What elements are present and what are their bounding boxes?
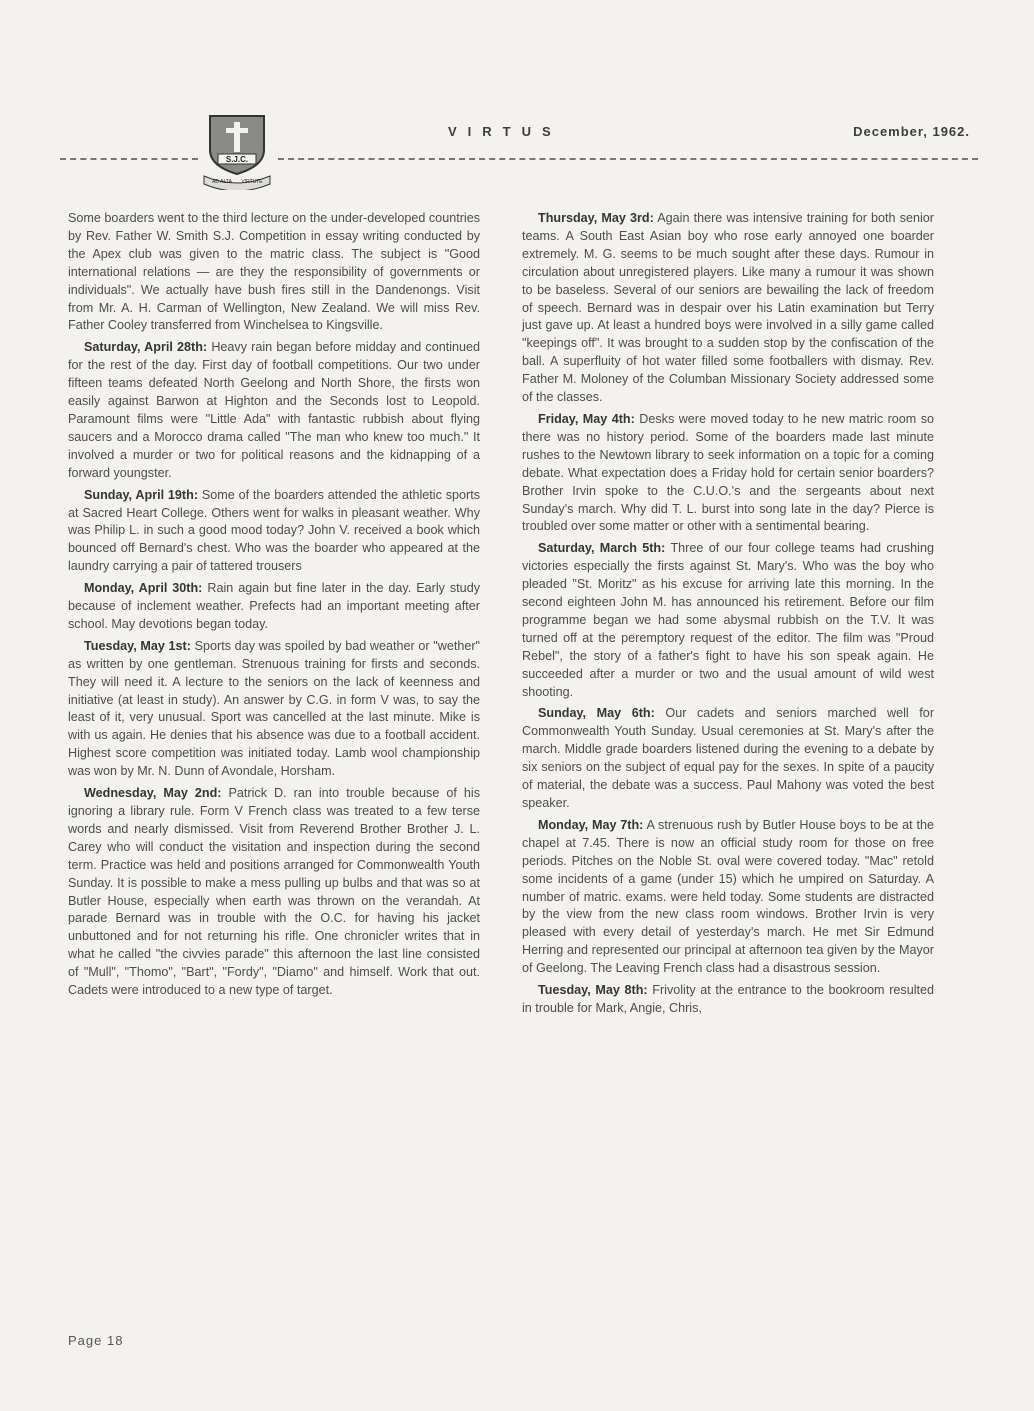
header-rule-right: [278, 158, 978, 162]
entry-heading: Thursday, May 3rd:: [538, 211, 654, 225]
entry-text: Some boarders went to the third lecture on the under-developed countries by Rev. Father W. Smith S.J. Competition in essay writing conducted by the Apex club was given to the matric class. The subject is "Good international relations — are they the responsibility of governments or individuals". We actually have bush fires still in the Dandenongs. Visit from Mr. A. H. Carman of Wellington, New Zealand. We will miss Rev. Father Cooley transferred from Winchelsea to Kingsville.: [68, 211, 480, 333]
entry-heading: Tuesday, May 8th:: [538, 983, 648, 998]
page-header: [60, 110, 980, 200]
entry-text: Patrick D. ran into trouble because of his ignoring a library rule. Form V French class was treated to a few terse words and nearly dismissed. Visit from Reverend Brother Brother J. L. Carey who will conduct the visitation and inspection during the second term. Practice was held and positions arranged for Commonwealth Youth Sunday. It is possible to make a mess pulling up bulbs and that was so at Butler House, especially when earth was thrown on the verandah. At parade Bernard was in trouble with the O.C. for having his jacket unbuttoned and for not returning his rifle. One chronicler writes that in what he called "the civvies parade" this afternoon the last line consisted of "Mull", "Thomo", "Bart", "Fordy", "Diamo" and himself. Work that out. Cadets were introduced to a new type of target.: [68, 786, 481, 998]
diary-entry: [522, 982, 934, 1018]
right-column: [522, 210, 934, 1022]
entry-text: Sports day was spoiled by bad weather or "wether" as written by one gentleman. Strenuous training for firsts and seconds. They will need it. A lecture to the seniors on the lack of keenness and initiative (at least in study). An answer by C.G. in form V was, to say the least of it, very unusual. Sport was cancelled at the last minute. Mike is with us again. He denies that his absence was due to a football accident. Highest score competition was initiated today. Lamb wool championship was won by Mr. N. Dunn of Avondale, Horsham.: [68, 638, 480, 779]
diary-entry: [68, 210, 480, 335]
entry-text: Desks were moved today to he new matric room so there was no history period. Some of the boarders made last minute rushes to the Newtown library to seek information on a topic for a coming debate. What expectation does a Friday hold for certain senior boarders? Brother Irvin spoke to the C.U.O.'s and the sergeants about next Sunday's march. Why did T. L. burst into song late in the day? Pierce is troubled over some matter or other with a sentimental bearing.: [522, 411, 935, 534]
entry-text: Frivolity at the entrance to the bookroom resulted in trouble for Mark, Angie, Chris,: [522, 983, 934, 1015]
diary-entry: [68, 638, 480, 781]
entry-heading: Saturday, April 28th:: [84, 340, 208, 355]
diary-entry: [68, 580, 480, 634]
entry-heading: Monday, May 7th:: [538, 817, 644, 832]
diary-entry: [68, 487, 480, 577]
diary-entry: [522, 540, 934, 701]
college-crest-icon: [200, 110, 274, 190]
entry-heading: Tuesday, May 1st:: [84, 638, 191, 653]
entry-heading: Friday, May 4th:: [538, 411, 635, 426]
entry-text: Our cadets and seniors marched well for Commonwealth Youth Sunday. Usual ceremonies at St. Mary's after the march. Middle grade boarders listened during the evening to a debate by six seniors on the subject of equal pay for the sexes. In spite of a paucity of material, the debate was a success. Paul Mahony was voted the best speaker.: [522, 706, 935, 810]
diary-entry: [68, 785, 480, 1000]
header-rule-left: [60, 158, 198, 162]
entry-heading: Sunday, April 19th:: [84, 487, 199, 502]
magazine-title: VIRTUS: [448, 124, 562, 139]
diary-entry: [522, 210, 934, 407]
entry-text: Three of our four college teams had crushing victories especially the firsts against St. Mary's. Who was the boy who pleaded "St. Moritz" as his excuse for arriving late this morning. In the second eighteen John M. has announced his retirement. Before our film programme began we had some abysmal rubbish on the T.V. It was turned off at the peremptory request of the editor. The film was "Proud Rebel", the story of a father's fight to have his son speak again. He succeeded after a murder or two and the usual amount of wild west shooting.: [522, 541, 934, 699]
entry-heading: Saturday, March 5th:: [538, 541, 666, 556]
entry-text: Heavy rain began before midday and continued for the rest of the day. First day of football competitions. Our two under fifteen teams defeated North Geelong and North Shore, the firsts won easily against Barwon at Highton and the Seconds lost to Leopold. Paramount films were "Little Ada" with fantastic rubbish about flying saucers and a Morocco drama called "The man who knew too much." It involved a murder or two for political reasons and the kidnapping of a forward youngster.: [68, 340, 481, 480]
crest-motto-2: VIRTUTE: [241, 179, 263, 185]
entry-text: Again there was intensive training for both senior teams. A South East Asian boy who rose early annoyed one boarder extremely. M. G. seems to be much sought after these days. Rumour in circulation about unregistered players. Like many a rumour it was shown to be baseless. Several of our seniors are bewailing the lack of freedom of speech. Bernard was in despair over his Latin examination but Terry just gave up. At least a hundred boys were involved in a silly game called "keepings off". It was brought to a sudden stop by the confiscation of the ball. A superfluity of hot water filled some footballers with dismay. Rev. Father M. Moloney of the Columban Missionary Society addressed some of the classes.: [522, 211, 934, 405]
page-number: Page 18: [68, 1333, 124, 1348]
diary-entry: [522, 705, 934, 812]
entry-heading: Monday, April 30th:: [84, 581, 203, 596]
crest-initials: S.J.C.: [225, 155, 249, 164]
crest-motto-1: AD ALTA: [212, 179, 232, 185]
entry-text: A strenuous rush by Butler House boys to be at the chapel at 7.45. There is now an official study room for those on free periods. Pitches on the Noble St. oval were covered today. "Mac" retold some incidents of a game (under 15) which he umpired on Saturday. A number of matric. exams. were held today. Some students are distracted by the view from the new class room windows. Brother Irvin is very pleased with every detail of yesterday's march. He met Sir Edmund Herring and represented our principal at afternoon tea given by the Mayor of Geelong. The Leaving French class had a disastrous session.: [522, 817, 934, 976]
diary-entry: [522, 817, 934, 978]
entry-heading: Wednesday, May 2nd:: [84, 786, 222, 801]
entry-text: Some of the boarders attended the athletic sports at Sacred Heart College. Others went for walks in pleasant weather. Why was Philip L. in such a good mood today? John V. received a book which bounced off Bernard's chest. Who was the boarder who appeared at the laundry carrying a pair of tattered trousers: [68, 487, 480, 574]
diary-entry: [522, 411, 934, 536]
left-column: [68, 210, 480, 1004]
issue-date: December, 1962.: [853, 124, 970, 139]
diary-entry: [68, 339, 480, 482]
entry-text: Rain again but fine later in the day. Early study because of inclement weather. Prefects had an important meeting after school. May devotions began today.: [68, 581, 480, 631]
entry-heading: Sunday, May 6th:: [538, 706, 655, 721]
